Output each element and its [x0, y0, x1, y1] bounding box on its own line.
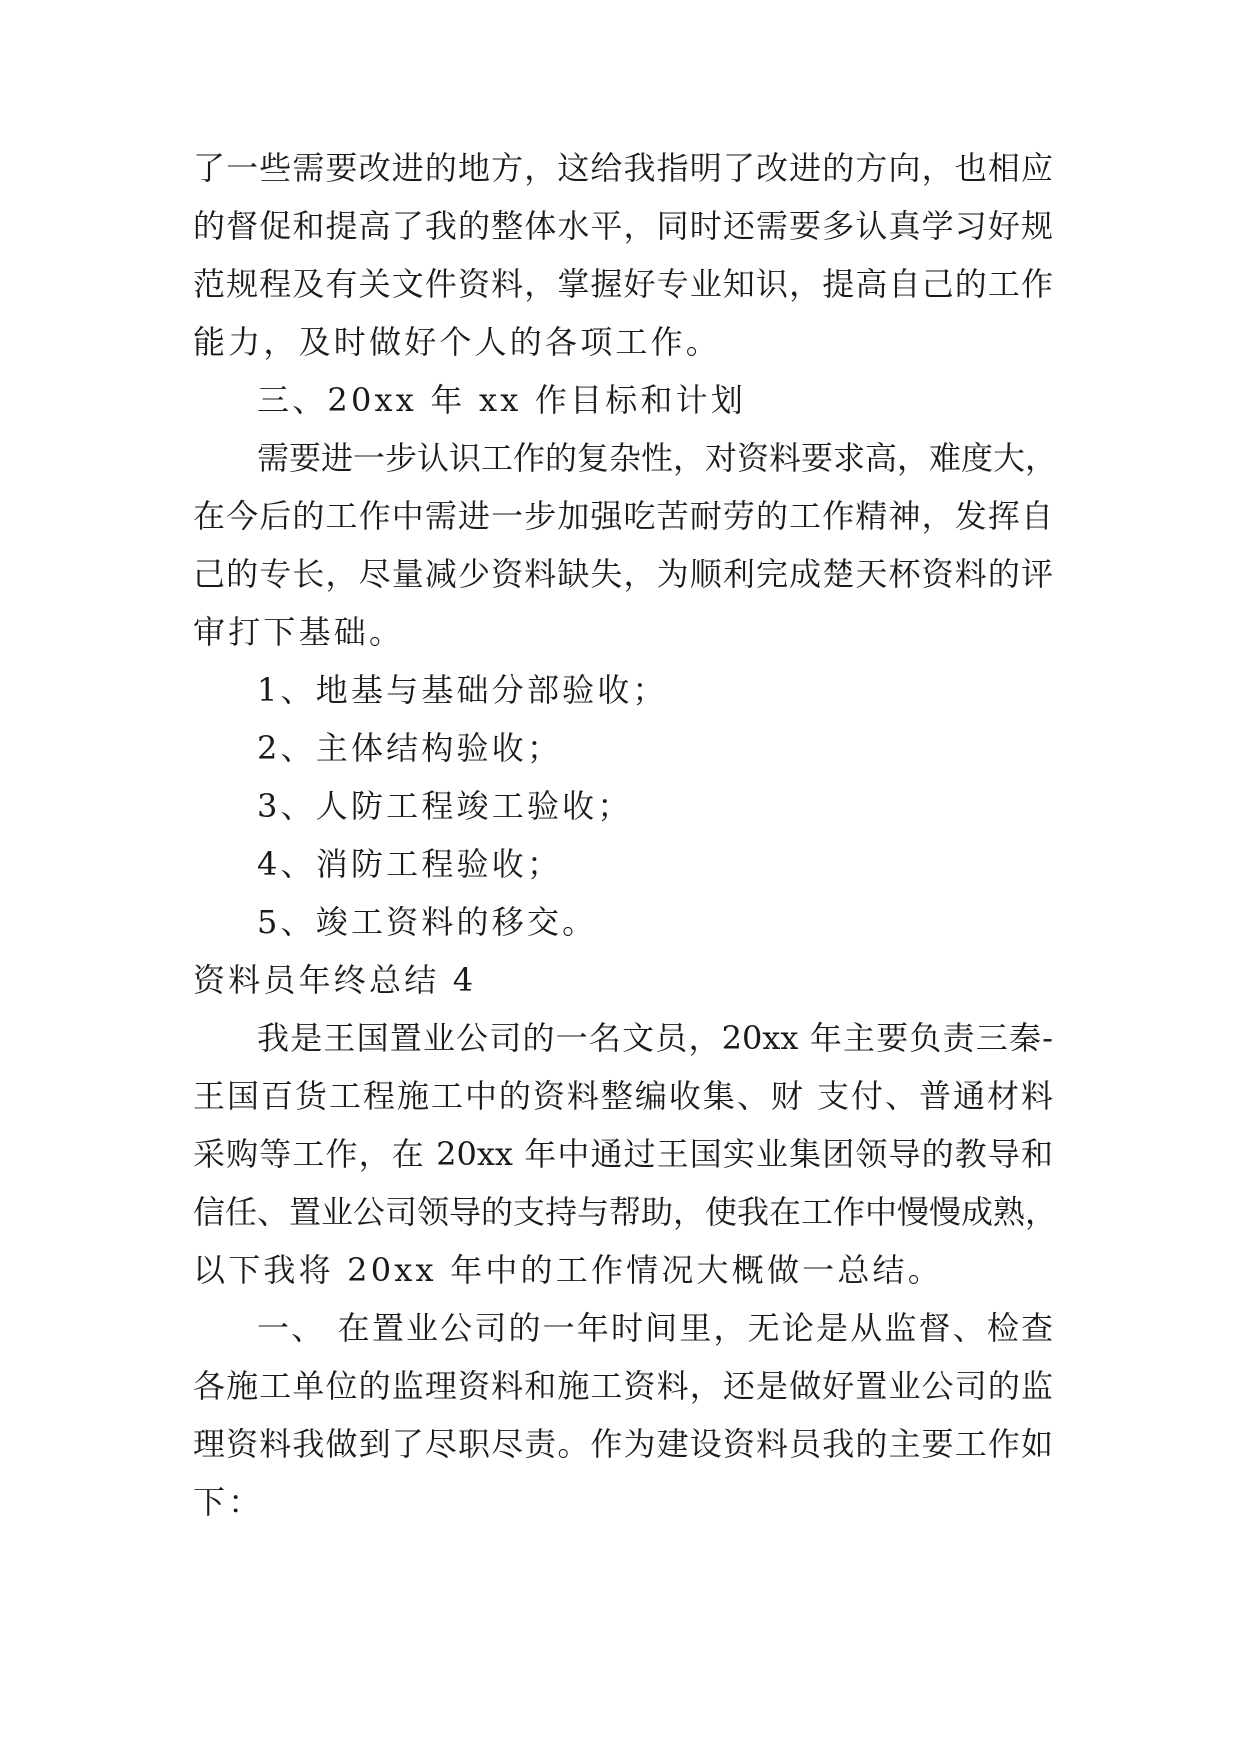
text-line: 以下我将 20xx 年中的工作情况大概做一总结。: [193, 1251, 943, 1289]
list-item: 5、竣工资料的移交。: [257, 903, 598, 941]
list-item: 2、主体结构验收；: [257, 729, 563, 767]
text-line: 一、 在置业公司的一年时间里，无论是从监督、检查: [257, 1309, 1053, 1347]
text-line: 审打下基础。: [193, 613, 405, 651]
text-line: 范规程及有关文件资料，掌握好专业知识，提高自己的工作: [193, 265, 1053, 303]
section-heading: 三、20xx 年 xx 作目标和计划: [257, 381, 747, 419]
text-line: 己的专长，尽量减少资料缺失，为顺利完成楚天杯资料的评: [193, 555, 1053, 593]
text-line: 王国百货工程施工中的资料整编收集、财 支付、普通材料: [193, 1077, 1053, 1115]
text-line: 我是王国置业公司的一名文员，20xx 年主要负责三秦-: [257, 1019, 1053, 1057]
list-item: 3、人防工程竣工验收；: [257, 787, 633, 825]
text-line: 信任、置业公司领导的支持与帮助，使我在工作中慢慢成熟，: [193, 1193, 1058, 1231]
text-line: 在今后的工作中需进一步加强吃苦耐劳的工作精神，发挥自: [193, 497, 1053, 535]
text-line: 的督促和提高了我的整体水平，同时还需要多认真学习好规: [193, 207, 1053, 245]
text-line: 理资料我做到了尽职尽责。作为建设资料员我的主要工作如: [193, 1425, 1053, 1463]
text-line: 下：: [193, 1483, 264, 1521]
list-item: 1、地基与基础分部验收；: [257, 671, 668, 709]
text-line: 各施工单位的监理资料和施工资料，还是做好置业公司的监: [193, 1367, 1053, 1405]
text-line: 需要进一步认识工作的复杂性，对资料要求高，难度大，: [257, 439, 1058, 477]
text-line: 能力，及时做好个人的各项工作。: [193, 323, 722, 361]
list-item: 4、消防工程验收；: [257, 845, 563, 883]
text-line: 采购等工作，在 20xx 年中通过王国实业集团领导的教导和: [193, 1135, 1053, 1173]
text-line: 了一些需要改进的地方，这给我指明了改进的方向，也相应: [193, 149, 1053, 187]
section-title: 资料员年终总结 4: [193, 961, 477, 999]
